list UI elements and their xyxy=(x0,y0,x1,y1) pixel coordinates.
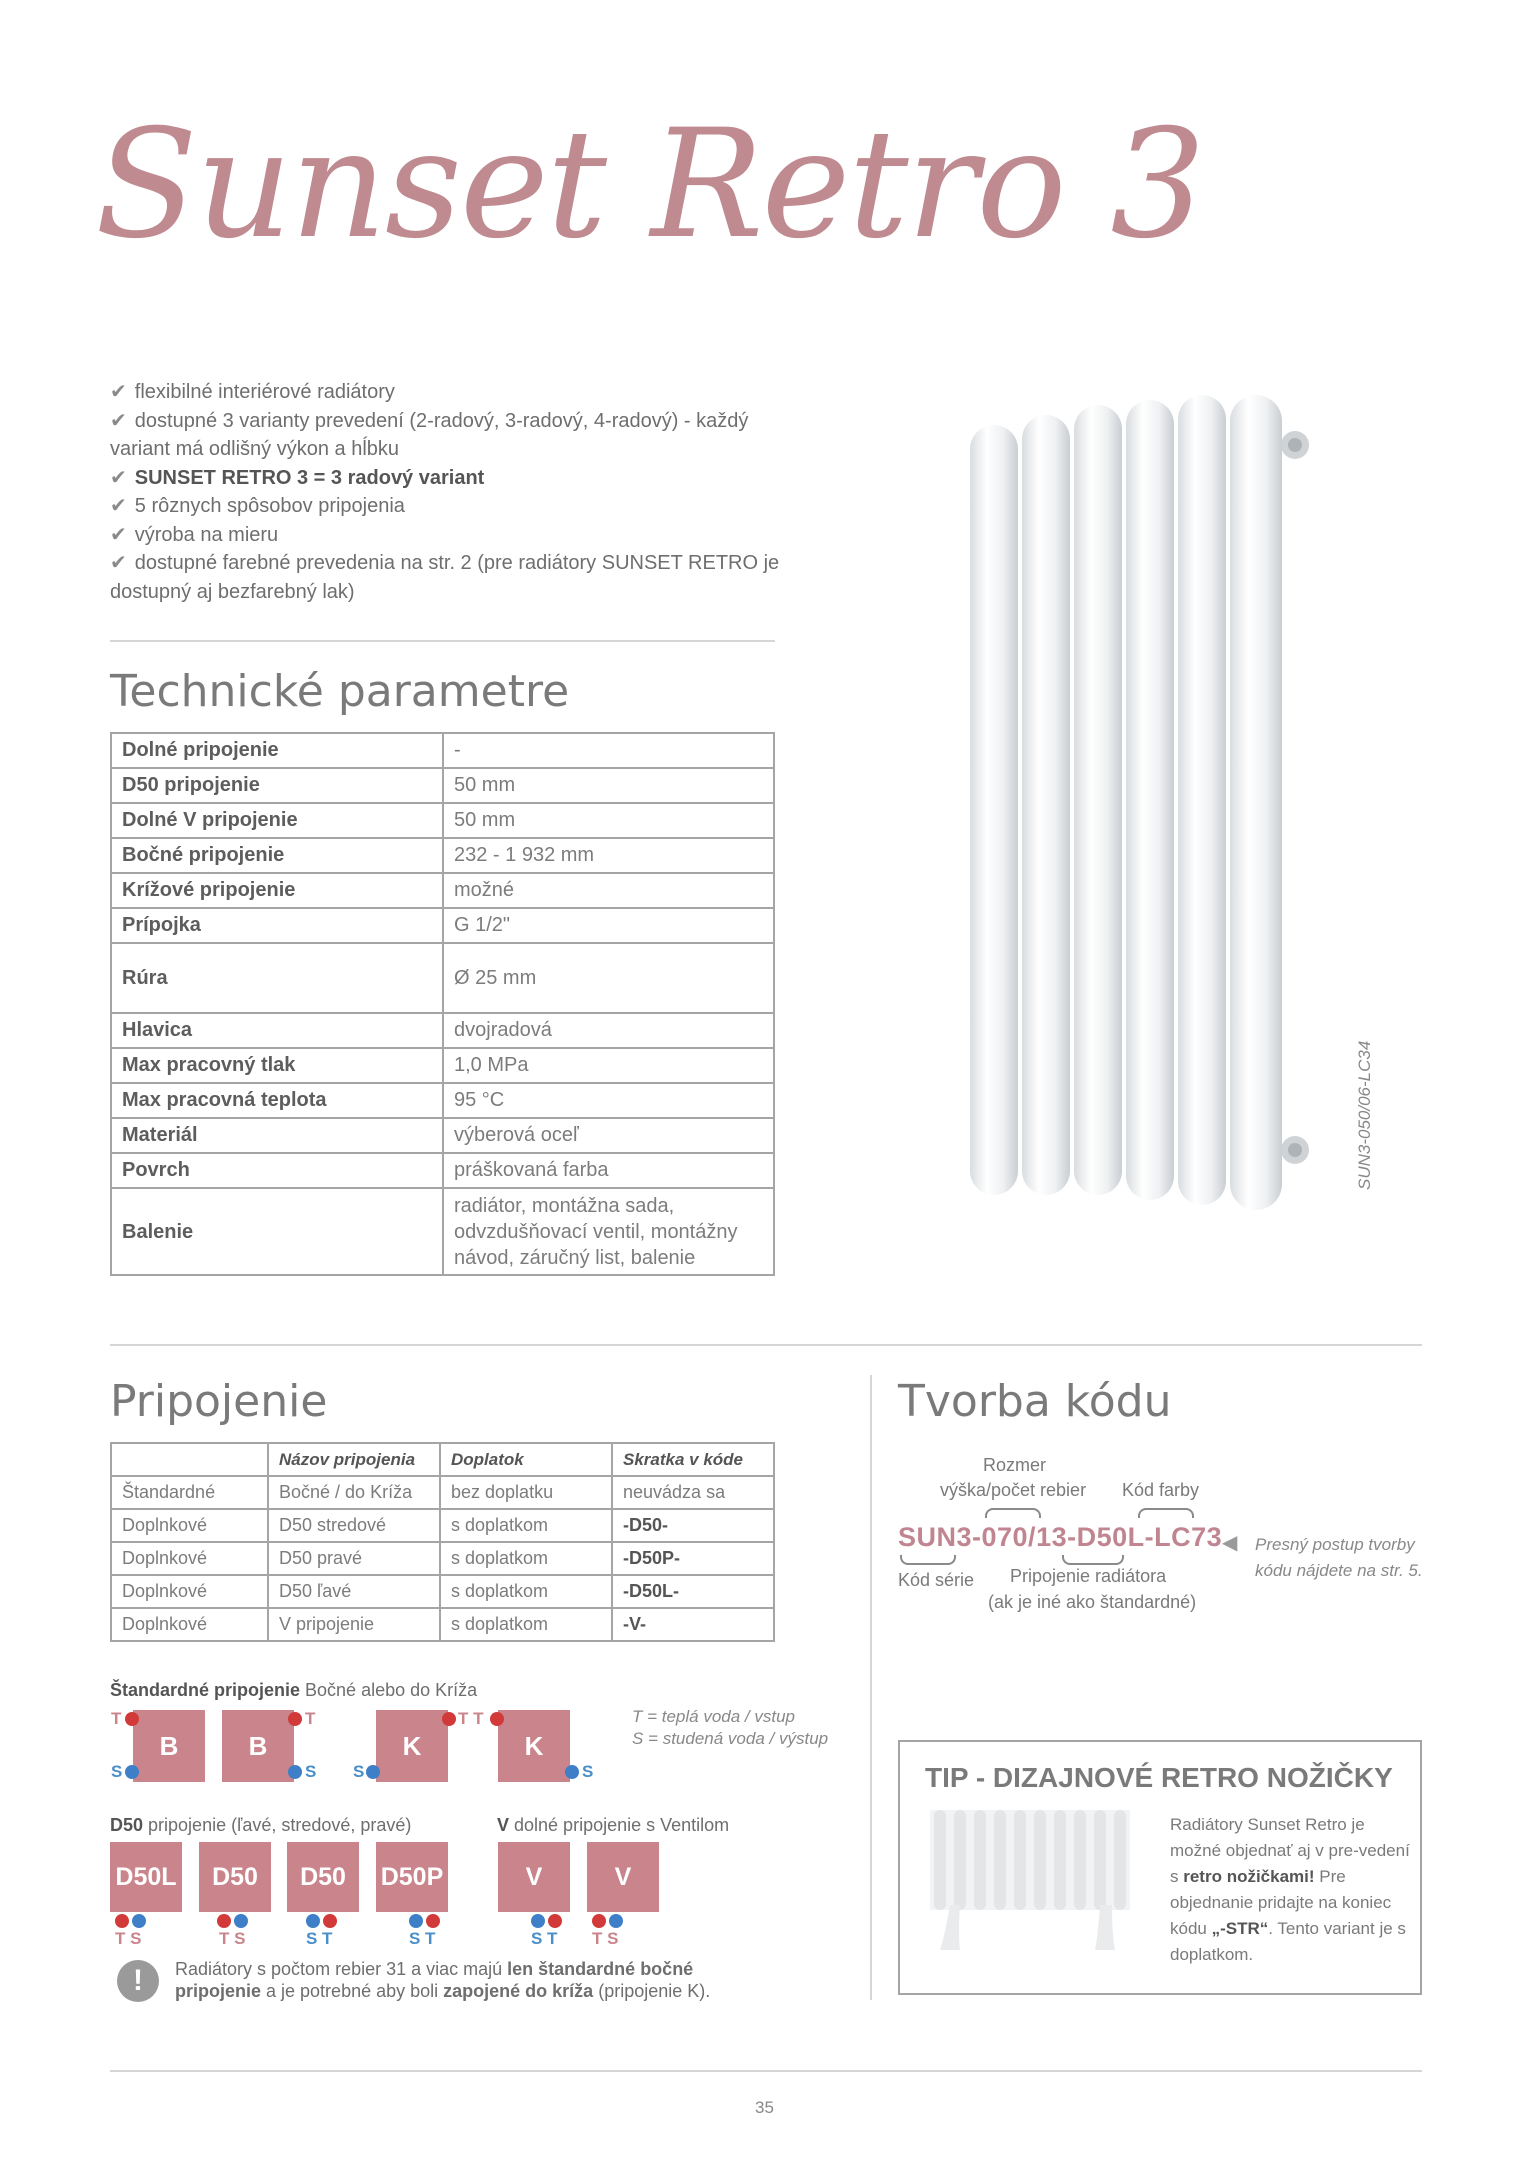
table-row xyxy=(111,733,774,768)
check-icon: ✔ xyxy=(110,495,127,517)
cold-arrow-icon xyxy=(409,1914,423,1928)
param-name: Povrch xyxy=(111,1153,443,1188)
cell: V pripojenie xyxy=(268,1608,440,1641)
cold-arrow-icon xyxy=(366,1765,380,1779)
param-value: 50 mm xyxy=(443,803,774,838)
cold-arrow-icon xyxy=(234,1914,248,1928)
table-row xyxy=(111,1542,774,1575)
code-heading: Tvorba kódu xyxy=(898,1376,1172,1427)
cell: s doplatkom xyxy=(440,1509,612,1542)
connection-box-k1: K xyxy=(376,1710,448,1782)
feature-text: výroba na mieru xyxy=(134,523,279,546)
note-bold: len štandardné bočné pripojenie xyxy=(175,1959,694,2001)
code-label-farba: Kód farby xyxy=(1122,1480,1200,1500)
table-row xyxy=(111,1118,774,1153)
cell: s doplatkom xyxy=(440,1608,612,1641)
tip-part: Radiátory Sunset Retro je možné objednať aj v pre-vedení s xyxy=(1170,1815,1410,1886)
feature-text: SUNSET RETRO 3 = 3 radový variant xyxy=(134,466,485,489)
feature-list xyxy=(110,378,790,606)
param-value: 232 - 1 932 mm xyxy=(443,838,774,873)
brace xyxy=(1062,1555,1124,1565)
cell: Doplnkové xyxy=(111,1509,268,1542)
hot-arrow-icon xyxy=(490,1712,504,1726)
param-value: 1,0 MPa xyxy=(443,1048,774,1083)
table-row xyxy=(111,803,774,838)
ts-label: T S xyxy=(219,1929,246,1948)
divider xyxy=(110,2070,1422,2072)
cell: D50 stredové xyxy=(268,1509,440,1542)
std-connection-label xyxy=(110,1680,477,1701)
feature-item xyxy=(110,521,790,550)
table-row xyxy=(111,1509,774,1542)
connection-box-v2: V xyxy=(587,1842,659,1912)
divider xyxy=(110,640,775,642)
connections-table xyxy=(110,1442,775,1642)
cold-label: S xyxy=(111,1762,123,1781)
param-value: radiátor, montážna sada, odvzdušňovací ventil, montážny návod, záručný list, balenie xyxy=(443,1188,774,1275)
param-name: Rúra xyxy=(111,943,443,1013)
d50-label-rest: pripojenie (ľavé, stredové, pravé) xyxy=(143,1815,412,1835)
note-part: a je potrebné aby boli xyxy=(261,1981,444,2001)
arrow-left-icon: ◀ xyxy=(1222,1532,1238,1554)
code-label-pripojenie: Pripojenie radiátora xyxy=(1010,1566,1167,1586)
column-header: Doplatok xyxy=(440,1443,612,1476)
cell: s doplatkom xyxy=(440,1542,612,1575)
cold-arrow-icon xyxy=(288,1765,302,1779)
table-row xyxy=(111,873,774,908)
product-code-text: SUN3-050/06-LC34 xyxy=(1355,1040,1374,1190)
table-row xyxy=(111,838,774,873)
hot-arrow-icon xyxy=(592,1914,606,1928)
feature-text: dostupné 3 varianty prevedení (2-radový, 3-radový, 4-radový) - každý variant má odlišný výkon a hĺbku xyxy=(110,409,749,460)
radiator-column-6 xyxy=(1230,395,1282,1210)
param-value: 50 mm xyxy=(443,768,774,803)
check-icon: ✔ xyxy=(110,523,127,546)
param-value: dvojradová xyxy=(443,1013,774,1048)
code-example: SUN3-070/13-D50L-LC73 xyxy=(898,1522,1223,1552)
connections-heading: Pripojenie xyxy=(110,1376,328,1427)
tech-heading: Technické parametre xyxy=(110,666,570,717)
param-name: Bočné pripojenie xyxy=(111,838,443,873)
hot-label: T T xyxy=(458,1709,484,1728)
brace xyxy=(985,1508,1041,1518)
table-row xyxy=(111,1083,774,1118)
cell: Doplnkové xyxy=(111,1542,268,1575)
radiator-column-2 xyxy=(1022,415,1070,1195)
param-name: Dolné pripojenie xyxy=(111,733,443,768)
connection-box-k2: K xyxy=(498,1710,570,1782)
product-code-label xyxy=(1355,1030,1385,1190)
feature-item xyxy=(110,492,790,521)
cell: Doplnkové xyxy=(111,1608,268,1641)
tip-title: TIP - DIZAJNOVÉ RETRO NOŽIČKY xyxy=(925,1762,1393,1793)
note-bold: zapojené do kríža xyxy=(443,1981,594,2001)
code-note: Presný postup tvorby kódu nájdete na str. 5. xyxy=(1255,1535,1423,1580)
cell: s doplatkom xyxy=(440,1575,612,1608)
std-label-bold: Štandardné pripojenie xyxy=(110,1680,301,1700)
column-header: Názov pripojenia xyxy=(268,1443,440,1476)
param-value: práškovaná farba xyxy=(443,1153,774,1188)
cell: D50 pravé xyxy=(268,1542,440,1575)
param-name: Prípojka xyxy=(111,908,443,943)
column-divider xyxy=(870,1375,872,2000)
d50-connection-label xyxy=(110,1815,411,1836)
table-row xyxy=(111,908,774,943)
feature-item xyxy=(110,378,790,407)
param-value: Ø 25 mm xyxy=(443,943,774,1013)
cell: neuvádza sa xyxy=(612,1476,774,1509)
radiator-column-4 xyxy=(1126,400,1174,1200)
tip-text xyxy=(1170,1812,1410,1968)
hot-arrow-icon xyxy=(217,1914,231,1928)
radiator-column-1 xyxy=(970,425,1018,1195)
cell: Štandardné xyxy=(111,1476,268,1509)
cold-arrow-icon xyxy=(609,1914,623,1928)
tip-part: . Tento variant je s doplatkom. xyxy=(1170,1919,1406,1964)
connection-box-v1: V xyxy=(498,1842,570,1912)
check-icon: ✔ xyxy=(110,409,127,432)
param-name: Max pracovná teplota xyxy=(111,1083,443,1118)
tip-bold: retro nožičkami! xyxy=(1183,1867,1315,1886)
connection-box-b2: B xyxy=(222,1710,294,1782)
connection-box-b1: B xyxy=(133,1710,205,1782)
cell: -V- xyxy=(612,1608,774,1641)
cold-arrow-icon xyxy=(565,1765,579,1779)
cell: Bočné / do Kríža xyxy=(268,1476,440,1509)
feature-item xyxy=(110,549,790,606)
feature-text: dostupné farebné prevedenia na str. 2 (pre radiátory SUNSET RETRO je dostupný aj bezfarebný lak) xyxy=(110,552,780,603)
tech-table xyxy=(110,732,775,1276)
param-name: Balenie xyxy=(111,1188,443,1275)
hot-arrow-icon xyxy=(442,1712,456,1726)
hot-arrow-icon xyxy=(323,1914,337,1928)
param-name: Hlavica xyxy=(111,1013,443,1048)
st-label: S T xyxy=(409,1929,436,1948)
page-number: 35 xyxy=(755,2098,774,2117)
param-name: Dolné V pripojenie xyxy=(111,803,443,838)
table-row xyxy=(111,1048,774,1083)
table-row xyxy=(111,1575,774,1608)
brace xyxy=(900,1555,956,1565)
connection-box-d50l: D50L xyxy=(110,1842,182,1912)
cold-arrow-icon xyxy=(132,1914,146,1928)
v-label-rest: dolné pripojenie s Ventilom xyxy=(509,1815,730,1835)
hot-arrow-icon xyxy=(288,1712,302,1726)
radiator-valve-top xyxy=(1281,431,1309,459)
param-value: - xyxy=(443,733,774,768)
hot-label: T xyxy=(305,1709,316,1728)
check-icon: ✔ xyxy=(110,466,127,489)
code-label-rozmer: Rozmer xyxy=(983,1455,1047,1475)
cold-label: S xyxy=(582,1762,594,1781)
column-header xyxy=(111,1443,268,1476)
divider xyxy=(110,1344,1422,1346)
v-label-bold: V xyxy=(497,1815,510,1835)
note-text xyxy=(175,1958,735,2002)
param-name: Max pracovný tlak xyxy=(111,1048,443,1083)
ts-label: T S xyxy=(592,1929,619,1948)
tip-part: Pre objednanie pridajte na koniec kódu xyxy=(1170,1867,1392,1938)
hot-arrow-icon xyxy=(548,1914,562,1928)
code-label-vyska: výška/počet rebier xyxy=(940,1480,1087,1500)
code-label-ak-je: (ak je iné ako štandardné) xyxy=(988,1592,1197,1612)
column-header: Skratka v kóde xyxy=(612,1443,774,1476)
cell: -D50- xyxy=(612,1509,774,1542)
cell: bez doplatku xyxy=(440,1476,612,1509)
table-row xyxy=(111,943,774,1013)
hot-arrow-icon xyxy=(115,1914,129,1928)
check-icon: ✔ xyxy=(110,552,127,574)
cold-arrow-icon xyxy=(531,1914,545,1928)
legend xyxy=(632,1706,828,1750)
param-value: výberová oceľ xyxy=(443,1118,774,1153)
hot-arrow-icon xyxy=(125,1712,139,1726)
feature-text: 5 rôznych spôsobov pripojenia xyxy=(134,495,405,517)
feature-text: flexibilné interiérové radiátory xyxy=(134,381,395,403)
code-label-serie: Kód série xyxy=(898,1570,975,1590)
feature-item xyxy=(110,407,790,464)
radiator-valve-bottom xyxy=(1281,1136,1309,1164)
legend-cold: S = studená voda / výstup xyxy=(632,1729,829,1748)
st-label: S T xyxy=(531,1929,558,1948)
v-connection-label xyxy=(497,1815,729,1836)
param-value: možné xyxy=(443,873,774,908)
connection-box-d50: D50 xyxy=(199,1842,271,1912)
table-row xyxy=(111,768,774,803)
param-value: 95 °C xyxy=(443,1083,774,1118)
hot-arrow-icon xyxy=(426,1914,440,1928)
table-row xyxy=(111,1013,774,1048)
table-header-row xyxy=(111,1443,774,1476)
note-part: (pripojenie K). xyxy=(593,1981,711,2001)
retro-legs-image xyxy=(920,1805,1150,1955)
cell: Doplnkové xyxy=(111,1575,268,1608)
connection-box-d50p: D50P xyxy=(376,1842,448,1912)
note-part: Radiátory s počtom rebier 31 a viac majú xyxy=(175,1959,508,1979)
table-row xyxy=(111,1476,774,1509)
cold-label: S xyxy=(305,1762,317,1781)
st-label: S T xyxy=(306,1929,333,1948)
hot-label: T xyxy=(111,1709,122,1728)
cold-arrow-icon xyxy=(306,1914,320,1928)
connection-box-d50: D50 xyxy=(287,1842,359,1912)
page-title: Sunset Retro 3 xyxy=(95,98,1204,272)
radiator-column-5 xyxy=(1178,395,1226,1205)
legend-hot: T = teplá voda / vstup xyxy=(632,1707,796,1726)
cell: -D50P- xyxy=(612,1542,774,1575)
radiator-column-3 xyxy=(1074,405,1122,1195)
param-name: D50 pripojenie xyxy=(111,768,443,803)
feature-item xyxy=(110,464,790,493)
d50-label-bold: D50 xyxy=(110,1815,144,1835)
warning-icon: ! xyxy=(117,1960,159,2002)
radiator-image xyxy=(960,395,1360,1215)
table-row xyxy=(111,1153,774,1188)
param-name: Materiál xyxy=(111,1118,443,1153)
cold-arrow-icon xyxy=(125,1765,139,1779)
ts-label: T S xyxy=(115,1929,142,1948)
param-name: Krížové pripojenie xyxy=(111,873,443,908)
cold-label: S xyxy=(353,1762,365,1781)
cell: -D50L- xyxy=(612,1575,774,1608)
brace xyxy=(1138,1508,1194,1518)
tip-bold: „-STR“ xyxy=(1211,1919,1269,1938)
param-value: G 1/2" xyxy=(443,908,774,943)
cell: D50 ľavé xyxy=(268,1575,440,1608)
table-row xyxy=(111,1188,774,1275)
table-row xyxy=(111,1608,774,1641)
std-label-rest: Bočné alebo do Kríža xyxy=(300,1680,478,1700)
check-icon: ✔ xyxy=(110,381,127,403)
